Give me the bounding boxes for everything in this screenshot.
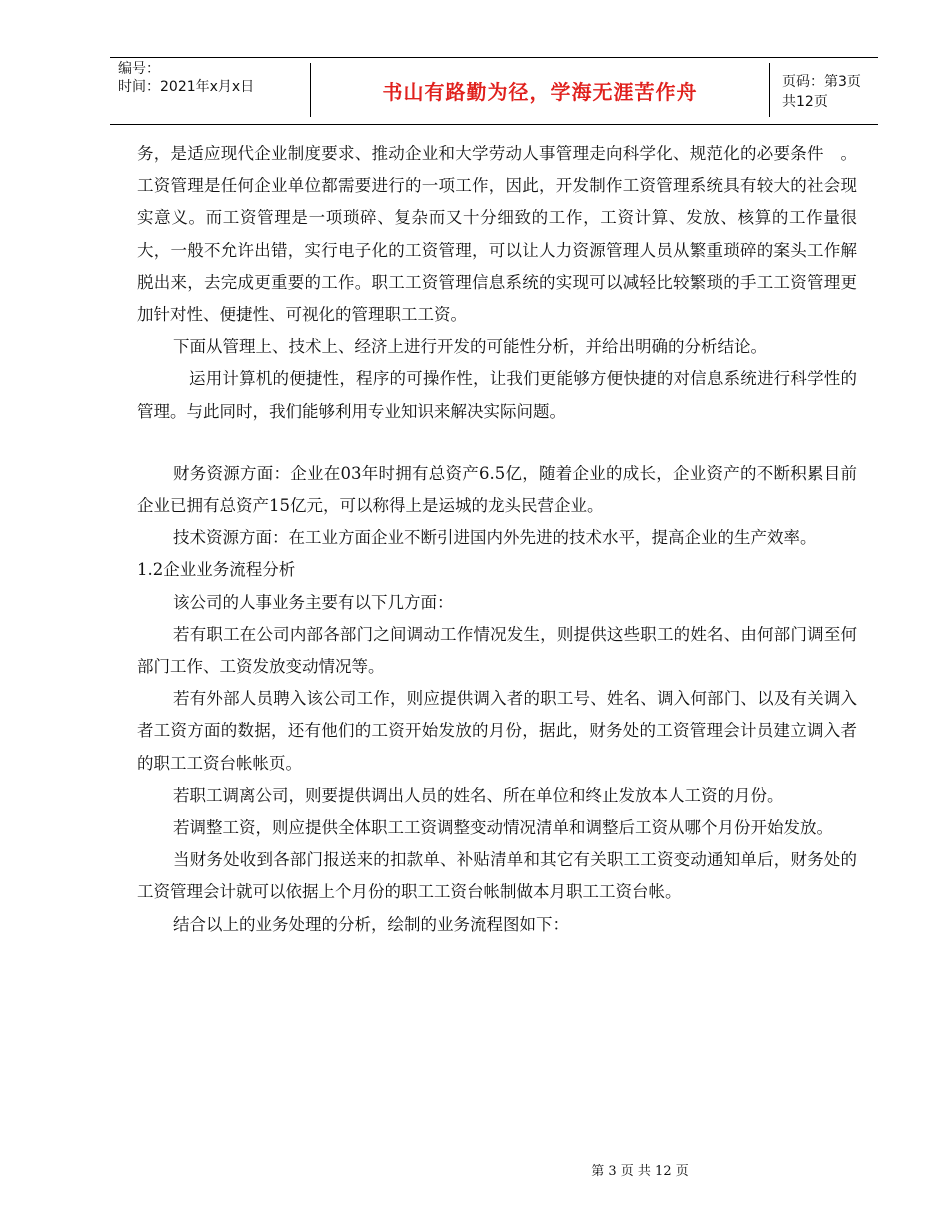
header-motto: 书山有路勤为径，学海无涯苦作舟 xyxy=(310,63,770,117)
page-header xyxy=(110,57,878,125)
paragraph-technical-resources: 技术资源方面：在工业方面企业不断引进国内外先进的技术水平，提高企业的生产效率。 xyxy=(173,528,817,548)
paragraph-salary-adjustment: 若调整工资，则应提供全体职工工资调整变动情况清单和调整后工资从哪个月份开始发放。 xyxy=(173,818,833,838)
document-time-label: 时间：2021年x月x日 xyxy=(118,79,255,95)
paragraph-gap xyxy=(137,428,857,458)
header-meta xyxy=(110,58,310,124)
paragraph-intro-continued: 务，是适应现代企业制度要求、推动企业和大学劳动人事管理走向科学化、规范化的必要条件 。工资管理是任何企业单位都需要进行的一项工作，因此，开发制作工资管理系统具有较大的社会现实意义。而工资管理是一项琐碎、复杂而又十分细致的工作，工资计算、发放、核算的工作量很大，一般不允许出错，实行电子化的工资管理，可以让人力资源管理人员从繁重琐碎的案头工作解脱出来，去完成更重要的工作。职工工资管理信息系统的实现可以减轻比较繁琐的手工工资管理更加针对性、便捷性、可视化的管理职工工资。 xyxy=(137,144,857,325)
paragraph-business-overview: 该公司的人事业务主要有以下几方面： xyxy=(173,592,454,612)
paragraph-internal-transfer: 若有职工在公司内部各部门之间调动工作情况发生，则提供这些职工的姓名、由何部门调至何部门工作、工资发放变动情况等。 xyxy=(137,624,857,677)
paragraph-new-hire: 若有外部人员聘入该公司工作，则应提供调入者的职工号、姓名、调入何部门、以及有关调入者工资方面的数据，还有他们的工资开始发放的月份，据此，财务处的工资管理会计员建立调入者的职工工资台帐帐页。 xyxy=(137,689,857,773)
paragraph-technical-feasibility: 运用计算机的便捷性，程序的可操作性，让我们更能够方便快捷的对信息系统进行科学性的管理。与此同时，我们能够利用专业知识来解决实际问题。 xyxy=(137,369,857,421)
paragraph-financial-resources: 财务资源方面：企业在03年时拥有总资产6.5亿，随着企业的成长，企业资产的不断积累目前企业已拥有总资产15亿元，可以称得上是运城的龙头民营企业。 xyxy=(137,463,857,516)
document-number-label: 编号： xyxy=(118,61,160,77)
paragraph-feasibility-intro: 下面从管理上、技术上、经济上进行开发的可能性分析，并给出明确的分析结论。 xyxy=(173,337,767,357)
page-footer: 第 3 页 共 12 页 xyxy=(591,1164,689,1179)
paragraph-flowchart-intro: 结合以上的业务处理的分析，绘制的业务流程图如下： xyxy=(173,914,569,934)
paragraph-departure: 若职工调离公司，则要提供调出人员的姓名、所在单位和终止发放本人工资的月份。 xyxy=(173,785,784,805)
paragraph-finance-processing: 当财务处收到各部门报送来的扣款单、补贴清单和其它有关职工工资变动通知单后，财务处的工资管理会计就可以依据上个月份的职工工资台帐制做本月职工工资台帐。 xyxy=(137,850,857,902)
section-heading: 1.2企业业务流程分析 xyxy=(137,560,296,580)
header-page-label: 页码：第3页 共12页 xyxy=(782,74,861,110)
document-body xyxy=(137,138,857,941)
